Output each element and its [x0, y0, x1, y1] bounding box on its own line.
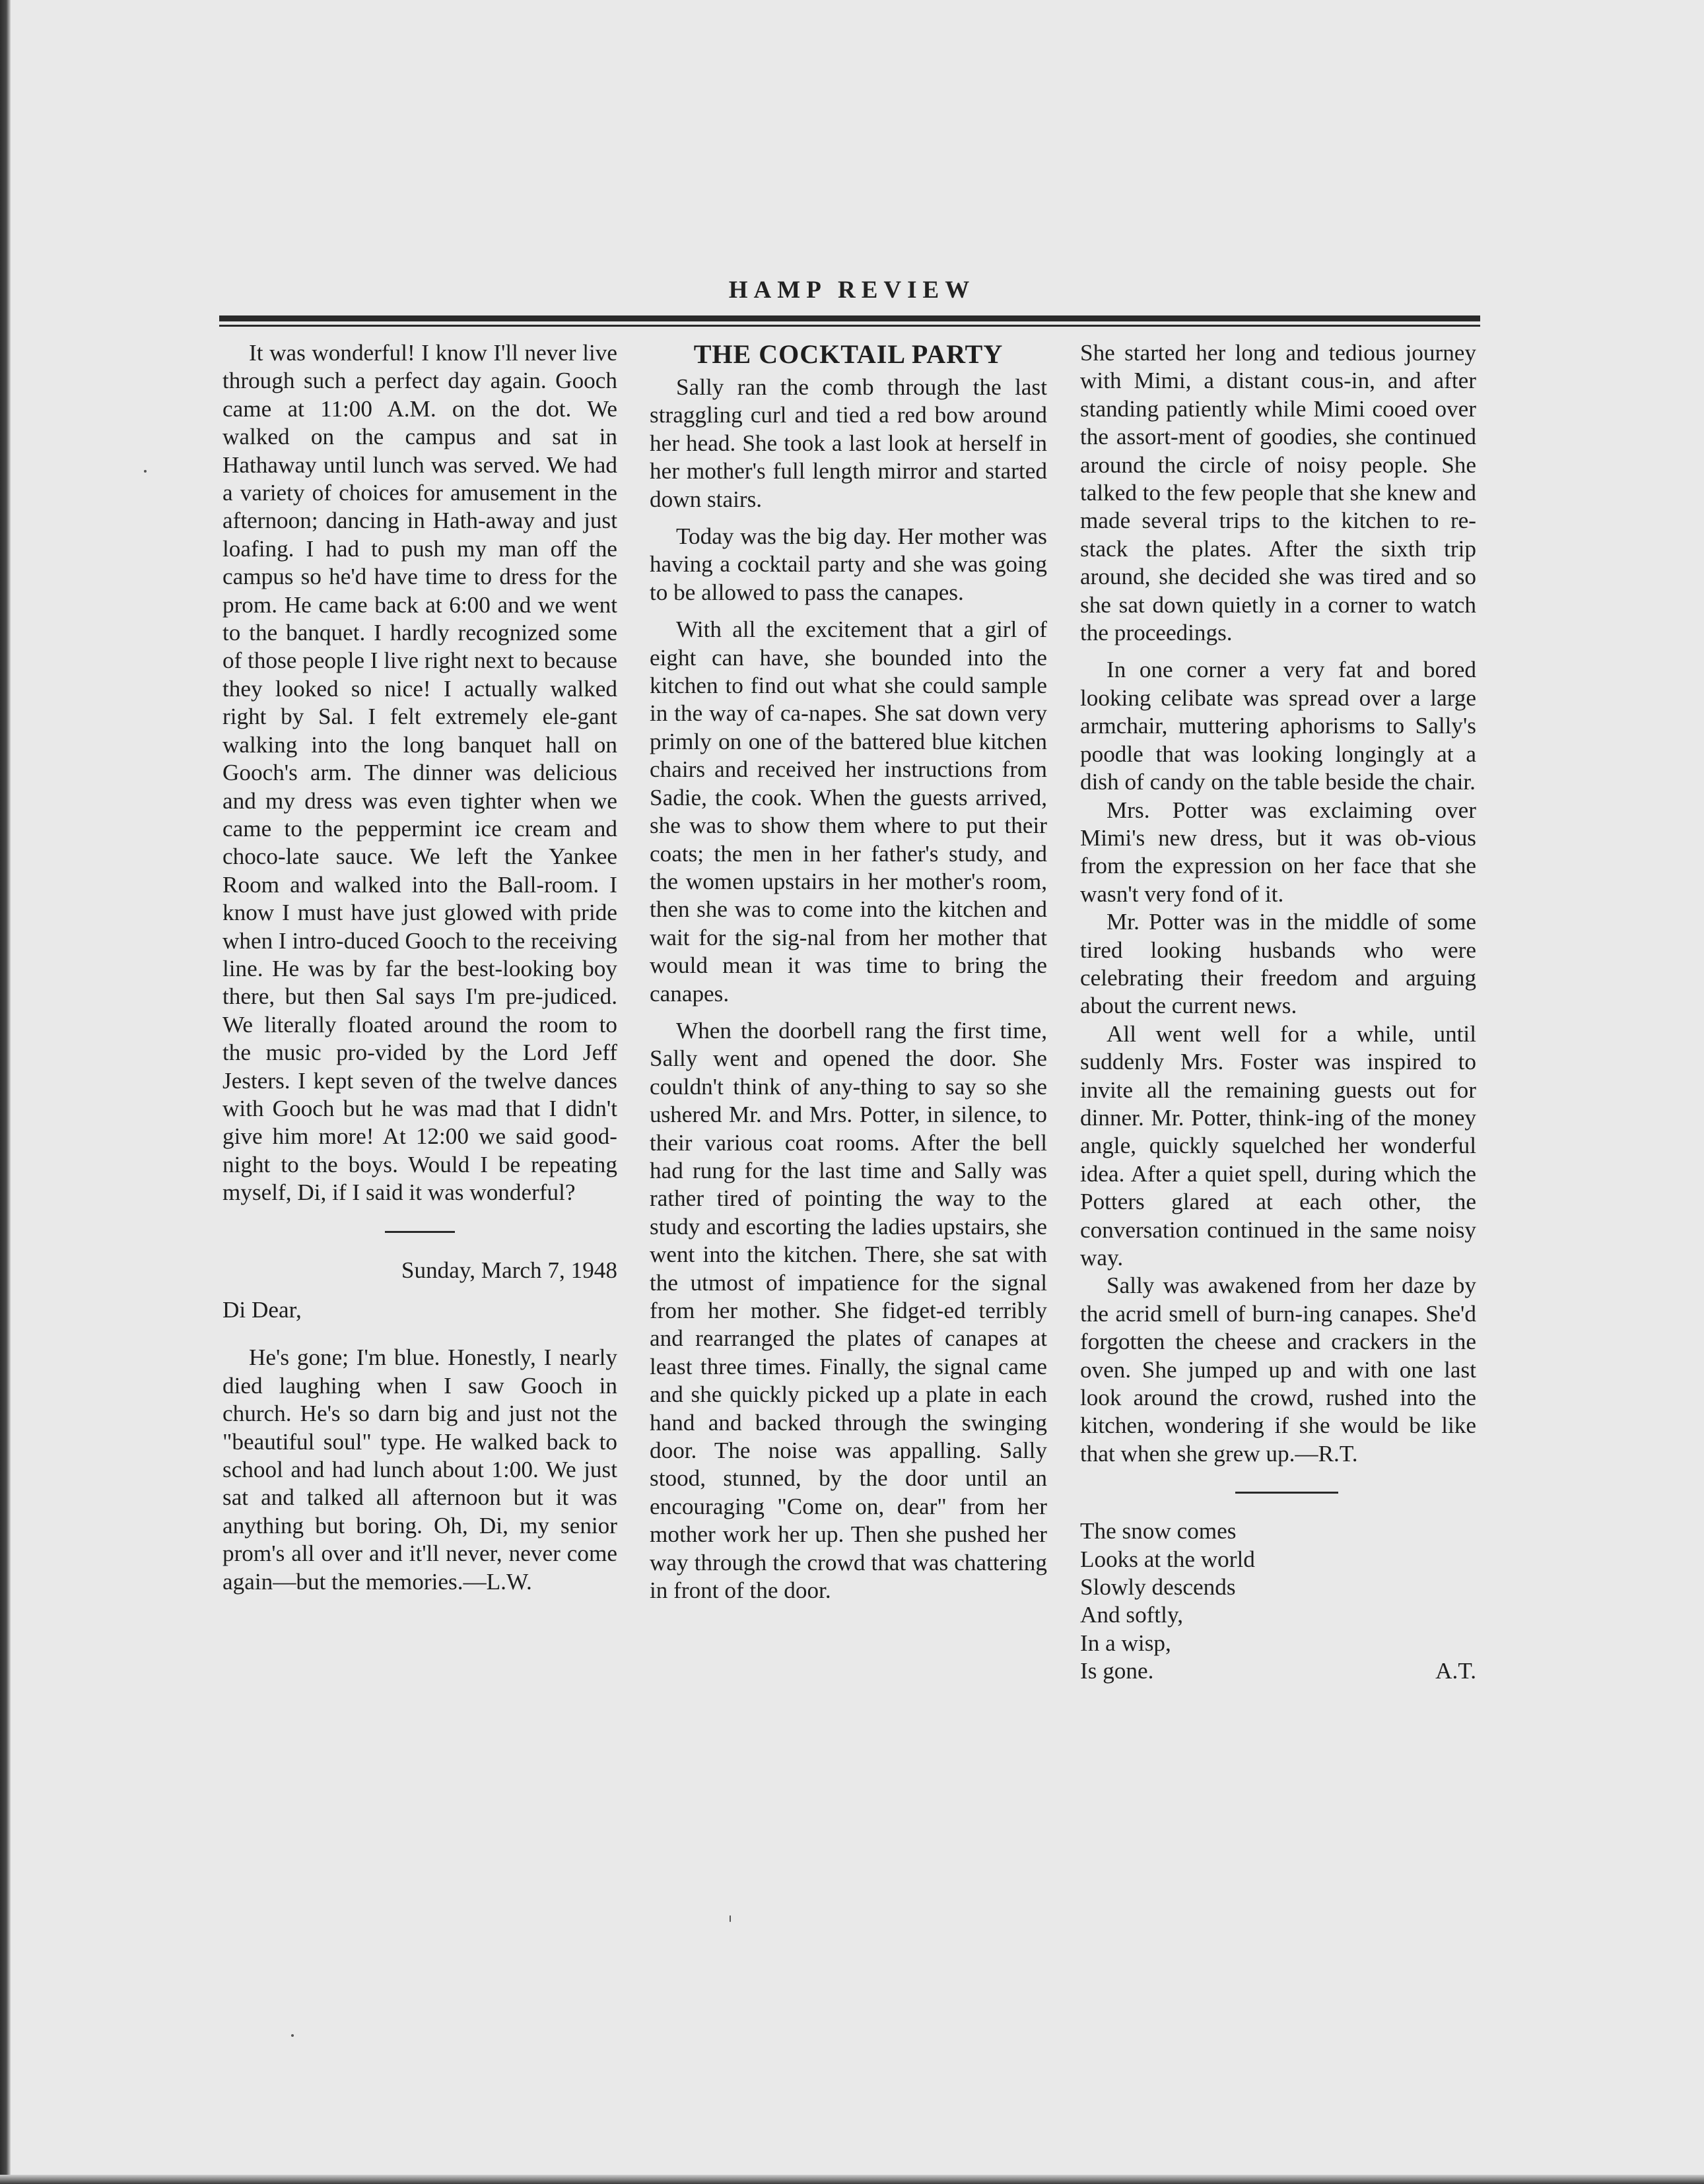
- poem: [1080, 1517, 1476, 1685]
- diary-letter: He's gone; I'm blue. Honestly, I nearly died laughing when I saw Gooch in church. He's so darn big and just not the "beautiful soul" type. He walked back to school and had lunch about 1:00. We just sat and talked all afternoon but it was anything but boring. Oh, Di, my senior prom's all over and it'll never, never come again—but the memories.—L.W.: [222, 1344, 617, 1595]
- story-paragraph: All went well for a while, until suddenly Mrs. Foster was inspired to invite all the remaining guests out for dinner. Mr. Potter, think-ing of the money angle, quickly squelched her wonderful idea. After a quiet spell, during which the Potters glared at each other, the conversation continued in the same noisy way.: [1080, 1020, 1476, 1271]
- poem-line: Looks at the world: [1080, 1546, 1255, 1572]
- story-paragraph: Mr. Potter was in the middle of some tired looking husbands who were celebrating their freedom and arguing about the current news.: [1080, 909, 1476, 1019]
- story-paragraph: Today was the big day. Her mother was having a cocktail party and she was going to be allowed to pass the canapes.: [650, 523, 1047, 605]
- story-paragraph: Sally ran the comb through the last straggling curl and tied a red bow around her head. She took a last look at herself in her mother's full length mirror and started down stairs.: [650, 374, 1047, 512]
- page-header: HAMP REVIEW: [728, 277, 976, 304]
- poem-line: Slowly descends: [1080, 1574, 1236, 1601]
- header-rule-thin: [219, 325, 1480, 327]
- column-1: [222, 339, 617, 1596]
- poem-last-line: [1080, 1657, 1476, 1685]
- column-2: [650, 339, 1047, 1605]
- diary-dateline: Sunday, March 7, 1948: [401, 1257, 617, 1283]
- poem-line: In a wisp,: [1080, 1630, 1171, 1656]
- poem-line: And softly,: [1080, 1602, 1184, 1628]
- story-title: THE COCKTAIL PARTY: [693, 339, 1004, 369]
- section-divider: [385, 1231, 455, 1233]
- story-paragraph: Mrs. Potter was exclaiming over Mimi's new dress, but it was ob-vious from the expression on her face that she wasn't very fond of it.: [1080, 797, 1476, 907]
- page-bottom-edge: [0, 2175, 1704, 2184]
- section-divider: [1235, 1492, 1338, 1494]
- story-paragraph: Sally was awakened from her daze by the acrid smell of burn-ing canapes. She'd forgotten the cheese and crackers in the oven. She jumped up and with one last look around the crowd, rushed into the kitchen, wondering if she would be like that when she grew up.—R.T.: [1080, 1273, 1476, 1467]
- paper-speck: [144, 470, 147, 473]
- story-paragraph: With all the excitement that a girl of eight can have, she bounded into the kitchen to find out what she could sample in the way of ca-napes. She sat down very primly on one of the battered blue kitchen chairs and received her instructions from Sadie, the cook. When the guests arrived, she was to show them where to put their coats; the men in her father's study, and the women upstairs in her mother's room, then she was to come into the kitchen and wait for the sig-nal from her mother that would mean it was time to bring the canapes.: [650, 616, 1047, 1007]
- paper-speck: [291, 2034, 294, 2037]
- poem-line: Is gone.: [1080, 1658, 1154, 1684]
- header-rule-thick: [219, 315, 1480, 321]
- book-spine-edge: [0, 0, 11, 2184]
- diary-paragraph: It was wonderful! I know I'll never live through such a perfect day again. Gooch came at 11:00 A.M. on the dot. We walked on the campus and sat in Hathaway until lunch was served. We had a variety of choices for amusement in the afternoon; dancing in Hath-away and just loafing. I had to push my man off the campus so he'd have time to dress for the prom. He came back at 6:00 and we went to the banquet. I hardly recognized some of those people I live right next to because they looked so nice! I actually walked right by Sal. I felt extremely ele-gant walking into the long banquet hall on Gooch's arm. The dinner was delicious and my dress was even tighter when we came to the peppermint ice cream and choco-late sauce. We left the Yankee Room and walked into the Ball-room. I know I must have just glowed with pride when I intro-duced Gooch to the receiving line. He was by far the best-looking boy there, but then Sal says I'm pre-judiced. We literally floated around the room to the music pro-vided by the Lord Jeff Jesters. I kept seven of the twelve dances with Gooch but he was mad that I didn't give him more! At 12:00 we said good-night to the boys. Would I be repeating myself, Di, if I said it was wonderful?: [222, 340, 617, 1206]
- poem-author: A.T.: [1435, 1658, 1476, 1684]
- paper-speck: [730, 1915, 731, 1922]
- column-3: [1080, 339, 1476, 1686]
- story-paragraph: In one corner a very fat and bored looking celibate was spread over a large armchair, muttering aphorisms to Sally's poodle that was looking longingly at a dish of candy on the table beside the chair.: [1080, 657, 1476, 795]
- diary-salutation: Di Dear,: [222, 1297, 302, 1323]
- story-paragraph: She started her long and tedious journey with Mimi, a distant cous-in, and after standing patiently while Mimi cooed over the assort-ment of goodies, she continued around the circle of noisy people. She talked to the few people that she knew and made several trips to the kitchen to re-stack the plates. After the sixth trip around, she decided she was tired and so she sat down quietly in a corner to watch the proceedings.: [1080, 340, 1476, 646]
- story-paragraph: When the doorbell rang the first time, Sally went and opened the door. She couldn't think of any-thing to say so she ushered Mr. and Mrs. Potter, in silence, to their various coat rooms. After the bell had rung for the last time and Sally was rather tired of pointing the way to the study and escorting the ladies upstairs, she went into the kitchen. There, she sat with the utmost of impatience for the signal from her mother. She fidget-ed terribly and rearranged the plates of canapes at least three times. Finally, the signal came and she quickly picked up a plate in each hand and backed through the swinging door. The noise was appalling. Sally stood, stunned, by the door until an encouraging "Come on, dear" from her mother work her up. Then she pushed her way through the crowd that was chattering in front of the door.: [650, 1017, 1047, 1604]
- poem-line: The snow comes: [1080, 1518, 1237, 1544]
